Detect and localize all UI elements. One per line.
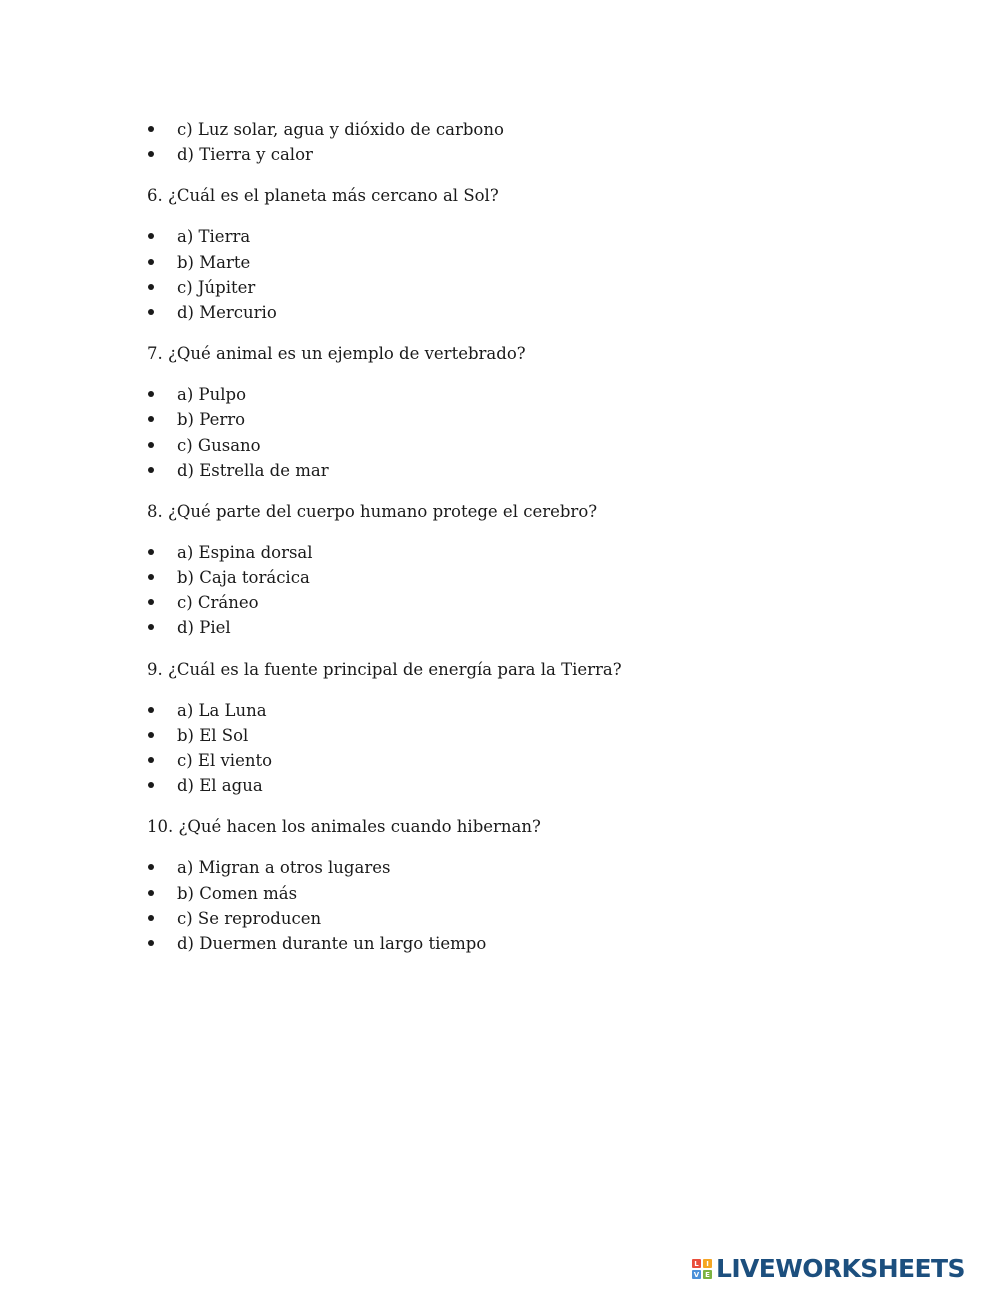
question-7: 7. ¿Qué animal es un ejemplo de vertebrado? <box>147 344 526 364</box>
bullet-icon <box>148 732 154 738</box>
answer-list <box>147 117 907 167</box>
answer-option-text: d) Piel <box>177 618 231 638</box>
answer-option-text: b) Comen más <box>177 883 298 903</box>
answer-option-text: b) Caja torácica <box>177 568 310 588</box>
bullet-icon <box>148 890 154 896</box>
bullet-icon <box>148 126 154 132</box>
question-6: 6. ¿Cuál es el planeta más cercano al Sol? <box>147 186 499 206</box>
answer-option-text: d) Estrella de mar <box>177 460 329 480</box>
answer-option <box>147 300 907 325</box>
logo-mark-icon <box>692 1259 712 1279</box>
answer-option-text: a) Tierra <box>177 227 251 247</box>
question-10: 10. ¿Qué hacen los animales cuando hibernan? <box>147 817 541 837</box>
answer-option <box>147 565 907 590</box>
answer-option-text: c) Cráneo <box>177 593 259 613</box>
answer-option-text: d) El agua <box>177 776 263 796</box>
answer-option <box>147 698 907 723</box>
answer-list <box>147 540 907 641</box>
answer-option-text: a) Espina dorsal <box>177 542 313 562</box>
bullet-icon <box>148 549 154 555</box>
bullet-icon <box>148 416 154 422</box>
bullet-icon <box>148 782 154 788</box>
worksheet-content <box>147 117 907 956</box>
answer-list <box>147 855 907 956</box>
bullet-icon <box>148 864 154 870</box>
bullet-icon <box>148 624 154 630</box>
bullet-icon <box>148 309 154 315</box>
answer-option-text: c) Júpiter <box>177 277 256 297</box>
answer-option <box>147 433 907 458</box>
bullet-icon <box>148 259 154 265</box>
logo-mark-tile: I <box>703 1259 712 1268</box>
answer-option <box>147 407 907 432</box>
answer-option-text: d) Mercurio <box>177 302 277 322</box>
question-8: 8. ¿Qué parte del cuerpo humano protege el cerebro? <box>147 501 598 521</box>
answer-option <box>147 615 907 640</box>
answer-option-text: c) Luz solar, agua y dióxido de carbono <box>177 120 504 139</box>
answer-option-text: b) Marte <box>177 252 251 272</box>
bullet-icon <box>148 391 154 397</box>
logo-mark-tile: E <box>703 1270 712 1279</box>
answer-list <box>147 382 907 483</box>
logo-mark-tile: L <box>692 1259 701 1268</box>
answer-option <box>147 250 907 275</box>
answer-option <box>147 931 907 956</box>
bullet-icon <box>148 233 154 239</box>
bullet-icon <box>148 915 154 921</box>
answer-option <box>147 275 907 300</box>
bullet-icon <box>148 757 154 763</box>
answer-option-text: d) Tierra y calor <box>177 145 313 165</box>
answer-option <box>147 142 907 167</box>
logo-text: LIVEWORKSHEETS <box>716 1254 965 1283</box>
answer-option <box>147 906 907 931</box>
answer-option <box>147 458 907 483</box>
answer-option <box>147 773 907 798</box>
answer-option <box>147 224 907 249</box>
answer-option <box>147 748 907 773</box>
answer-option-text: b) El Sol <box>177 725 249 745</box>
logo-mark-tile: V <box>693 1270 700 1279</box>
bullet-icon <box>148 284 154 290</box>
answer-option-text: b) Perro <box>177 410 246 430</box>
answer-option <box>147 881 907 906</box>
bullet-icon <box>148 467 154 473</box>
bullet-icon <box>148 940 154 946</box>
answer-option-text: a) La Luna <box>177 700 267 720</box>
bullet-icon <box>148 574 154 580</box>
bullet-icon <box>148 599 154 605</box>
bullet-icon <box>148 707 154 713</box>
bullet-icon <box>148 151 154 157</box>
answer-option <box>147 540 907 565</box>
liveworksheets-logo <box>692 1254 965 1284</box>
answer-list <box>147 698 907 799</box>
answer-option <box>147 117 907 142</box>
answer-option-text: c) Gusano <box>177 435 261 455</box>
question-9: 9. ¿Cuál es la fuente principal de energía para la Tierra? <box>147 659 622 679</box>
answer-option-text: a) Pulpo <box>177 385 247 405</box>
answer-option-text: d) Duermen durante un largo tiempo <box>177 933 487 953</box>
answer-option <box>147 382 907 407</box>
answer-option-text: c) Se reproducen <box>177 908 322 928</box>
bullet-icon <box>148 442 154 448</box>
answer-option <box>147 723 907 748</box>
answer-option-text: a) Migran a otros lugares <box>177 858 391 878</box>
answer-option-text: c) El viento <box>177 751 273 770</box>
answer-option <box>147 590 907 615</box>
answer-list <box>147 224 907 325</box>
answer-option <box>147 855 907 880</box>
